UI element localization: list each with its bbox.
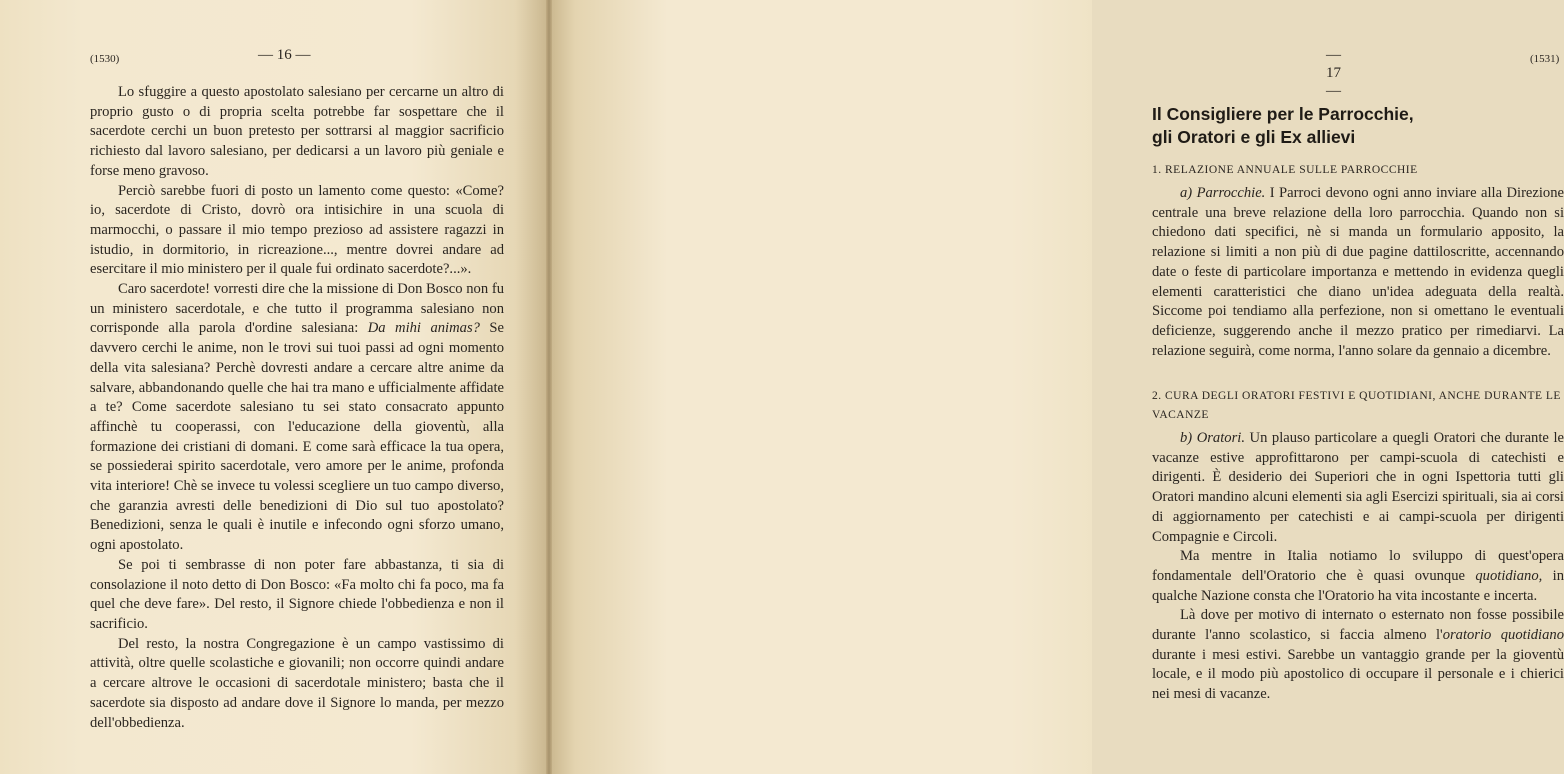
- subsection-label: a) Parrocchie.: [1180, 185, 1266, 201]
- paragraph-text: Là dove per motivo di internato o esternato non fosse possibile durante l'anno scolastico, si faccia almeno l': [1152, 607, 1564, 644]
- title-line: Il Consigliere per le Parrocchie,: [1152, 104, 1414, 124]
- page-number-left: — 16 —: [258, 47, 311, 63]
- section-1-text: [1152, 184, 1564, 361]
- paragraph: Perciò sarebbe fuori di posto un lamento come questo: «Come? io, sacerdote di Cristo, dovrò ora intisichire in una scuola di marmocchi, o passare il mio tempo prezioso ad assistere ragazzi in istudio, in dormitorio, in ricreazione..., mentre dovrei andare ad esercitare il mio ministero per il quale fui ordinato sacerdote?...».: [90, 182, 504, 278]
- title-line: gli Oratori e gli Ex allievi: [1152, 127, 1356, 147]
- paragraph-text: Se davvero cerchi le anime, non le trovi sui tuoi passi ad ogni momento della vita salesiana? Perchè dovresti andare a cercare altre anime da salvare, abbandonando quelle che hai tra mano e ufficialmente affidate a te? Come sacerdote salesiano tu sei stato consacrato appunto affinchè tu cooperassi, con l'educazione della gioventù, alla formazione dei cristiani di domani. E come sarà efficace la tua opera, se possiederai spirito sacerdotale, vero amore per le anime, profonda vita interiore! Chè se invece tu volessi scegliere un tuo campo diverso, che garanzia avresti delle benedizioni di Dio sul tuo apostolato? Benedizioni, senza le quali è inutile e infecondo ogni sforzo umano, ogni apostolato.: [90, 320, 504, 554]
- paragraph: [1152, 547, 1564, 606]
- section-heading: 1. RELAZIONE ANNUALE SULLE PARROCCHIE: [1152, 164, 1418, 176]
- book-gutter: [546, 0, 552, 774]
- page-code-right: (1531): [1530, 53, 1560, 65]
- paragraph: Se poi ti sembrasse di non poter fare abbastanza, ti sia di consolazione il noto detto di Don Bosco: «Fa molto chi fa poco, ma fa quel che deve fare». Del resto, il Signore chiede l'obbedienza e non il sacrificio.: [90, 556, 504, 632]
- paragraph-text: durante i mesi estivi. Sarebbe un vantaggio grande per la gioventù locale, e il modo più apostolico di occupare il personale e i chierici nei mesi di vacanze.: [1152, 646, 1564, 703]
- section-heading: 2. CURA DEGLI ORATORI FESTIVI E QUOTIDIANI, ANCHE DURANTE LE VACANZE: [1152, 390, 1561, 421]
- paragraph: Del resto, la nostra Congregazione è un campo vastissimo di attività, oltre quelle scolastiche e giovanili; non occorre quindi andare a cercare altrove le occasioni di sacerdotale ministero; basta che il sacerdote sia disposto ad andare dove il Signore lo manda, per mezzo dell'obbedienza.: [90, 635, 504, 731]
- left-page: [0, 0, 548, 774]
- paragraph: [1152, 184, 1564, 361]
- paragraph: [1152, 606, 1564, 705]
- paragraph-text: Caro sacerdote! vorresti dire che la missione di Don Bosco non fu un ministero sacerdotale, e che tutto il programma salesiano non corrisponde alla parola d'ordine salesiana:: [90, 281, 504, 337]
- chapter-title: [1152, 103, 1452, 149]
- right-page: [548, 0, 1564, 774]
- motto-text: Da mihi animas?: [367, 320, 480, 337]
- paragraph-text: Un plauso particolare a quegli Oratori che durante le vacanze estive approfittarono per campi-scuola di catechisti e dirigenti. È desiderio dei Superiori che in ogni Ispettoria tutti gli Oratori mandino alcuni elementi sia agli Esercizi spirituali, sia ai corsi di aggiornamento per catechisti e ai campi-scuola per dirigenti Compagnie e Circoli.: [1152, 430, 1564, 545]
- paragraph: [1152, 429, 1564, 547]
- emphasis-text: oratorio quotidiano: [1442, 627, 1564, 644]
- paragraph: Lo sfuggire a questo apostolato salesiano per cercarne un altro di proprio gusto o di propria scelta potrebbe far sospettare che il sacerdote cerchi un buon pretesto per sottrarsi al maggior sacrificio richiesto dal lavoro salesiano, per dedicarsi a un lavoro più geniale e forse meno gravoso.: [90, 84, 504, 179]
- emphasis-text: quotidiano,: [1475, 567, 1543, 584]
- paragraph: [90, 280, 504, 556]
- section-2-text: [1152, 429, 1564, 705]
- paragraph-text: I Parroci devono ogni anno inviare alla Direzione centrale una breve relazione della loro parrocchia. Quando non si chiedono dati specifici, nè si manda un formulario apposito, la relazione si limiti a non più di due pagine dattiloscritte, accennando date o feste di particolare importanza e mettendo in evidenza quegli elementi caratteristici che diano un'idea adeguata della realtà. Siccome poi tendiamo alla perfezione, non si omettano le eventuali deficienze, suggerendo anche il mezzo pratico per rimediarvi. La relazione seguirà, come norma, l'anno solare da gennaio a dicembre.: [1152, 185, 1564, 359]
- paragraph-text: in qualche Nazione consta che l'Oratorio ha vita incostante e incerta.: [1152, 567, 1564, 604]
- left-body-text: [90, 83, 504, 733]
- paragraph-text: Ma mentre in Italia notiamo lo sviluppo di quest'opera fondamentale dell'Oratorio che è quasi ovunque: [1152, 548, 1564, 584]
- page-number-right: — 17 —: [1326, 47, 1341, 99]
- subsection-label: b) Oratori.: [1180, 430, 1245, 446]
- page-code-left: (1530): [90, 53, 120, 65]
